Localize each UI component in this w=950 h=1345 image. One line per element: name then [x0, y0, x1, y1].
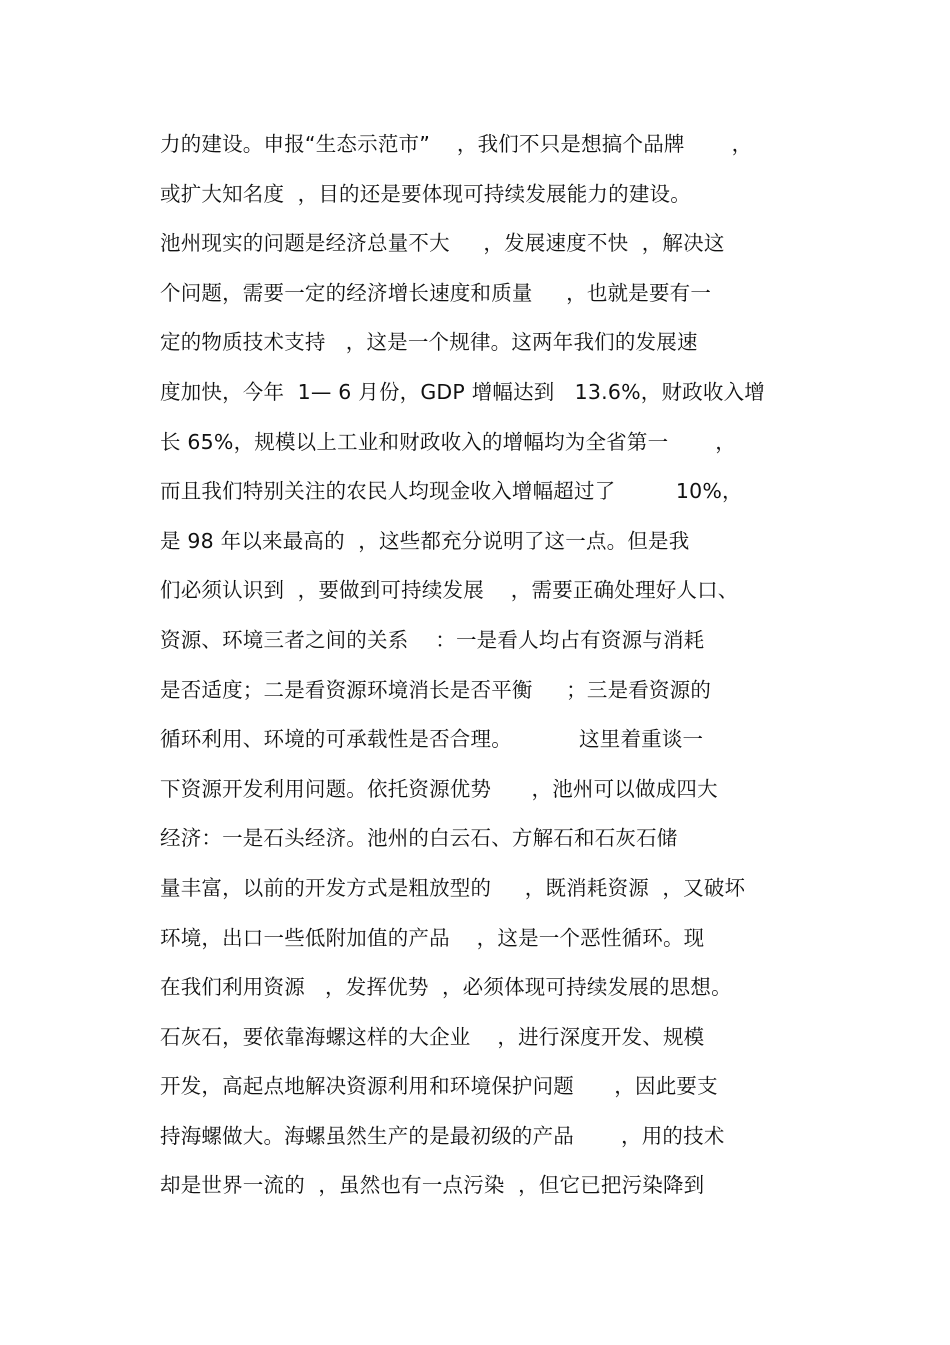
body-text: [160, 120, 800, 1211]
text-line: 持海螺做大。海螺虽然生产的是最初级的产品 ，用的技术: [160, 1123, 725, 1148]
text-line: 石灰石，要依靠海螺这样的大企业 ，进行深度开发、规模: [160, 1024, 705, 1049]
text-line: 下资源开发利用问题。依托资源优势 ，池州可以做成四大: [160, 776, 718, 801]
text-line: 或扩大知名度 ，目的还是要体现可持续发展能力的建设。: [160, 181, 691, 206]
text-line: 资源、环境三者之间的关系 ：一是看人均占有资源与消耗: [160, 627, 705, 652]
text-line: 长 65%，规模以上工业和财政收入的增幅均为全省第一 ，: [160, 429, 736, 454]
text-line: 是否适度；二是看资源环境消长是否平衡 ；三是看资源的: [160, 677, 712, 702]
text-line: 是 98 年以来最高的 ，这些都充分说明了这一点。但是我: [160, 528, 690, 553]
text-line: 定的物质技术支持 ，这是一个规律。这两年我们的发展速: [160, 330, 698, 355]
text-line: 而且我们特别关注的农民人均现金收入增幅超过了 10%，: [160, 479, 743, 504]
text-line: 在我们利用资源 ，发挥优势 ，必须体现可持续发展的思想。: [160, 975, 732, 1000]
text-line: 力的建设。申报“生态示范市” ，我们不只是想搞个品牌 ，: [160, 132, 753, 156]
text-line: 环境，出口一些低附加值的产品 ，这是一个恶性循环。现: [160, 925, 705, 950]
text-line: 却是世界一流的 ，虽然也有一点污染 ，但它已把污染降到: [160, 1173, 705, 1198]
text-line: 开发，高起点地解决资源利用和环境保护问题 ，因此要支: [160, 1074, 718, 1099]
text-line: 度加快，今年 1— 6 月份，GDP 增幅达到 13.6%，财政收入增: [160, 379, 765, 404]
text-line: 个问题，需要一定的经济增长速度和质量 ，也就是要有一: [160, 280, 712, 305]
text-line: 池州现实的问题是经济总量不大 ，发展速度不快 ，解决这: [160, 231, 725, 256]
text-line: 们必须认识到 ，要做到可持续发展 ，需要正确处理好人口、: [160, 578, 739, 603]
text-line: 经济：一是石头经济。池州的白云石、方解石和石灰石储: [160, 826, 678, 851]
text-line: 循环利用、环境的可承载性是否合理。 这里着重谈一: [160, 727, 704, 752]
text-line: 量丰富，以前的开发方式是粗放型的 ，既消耗资源 ，又破坏: [160, 875, 746, 900]
